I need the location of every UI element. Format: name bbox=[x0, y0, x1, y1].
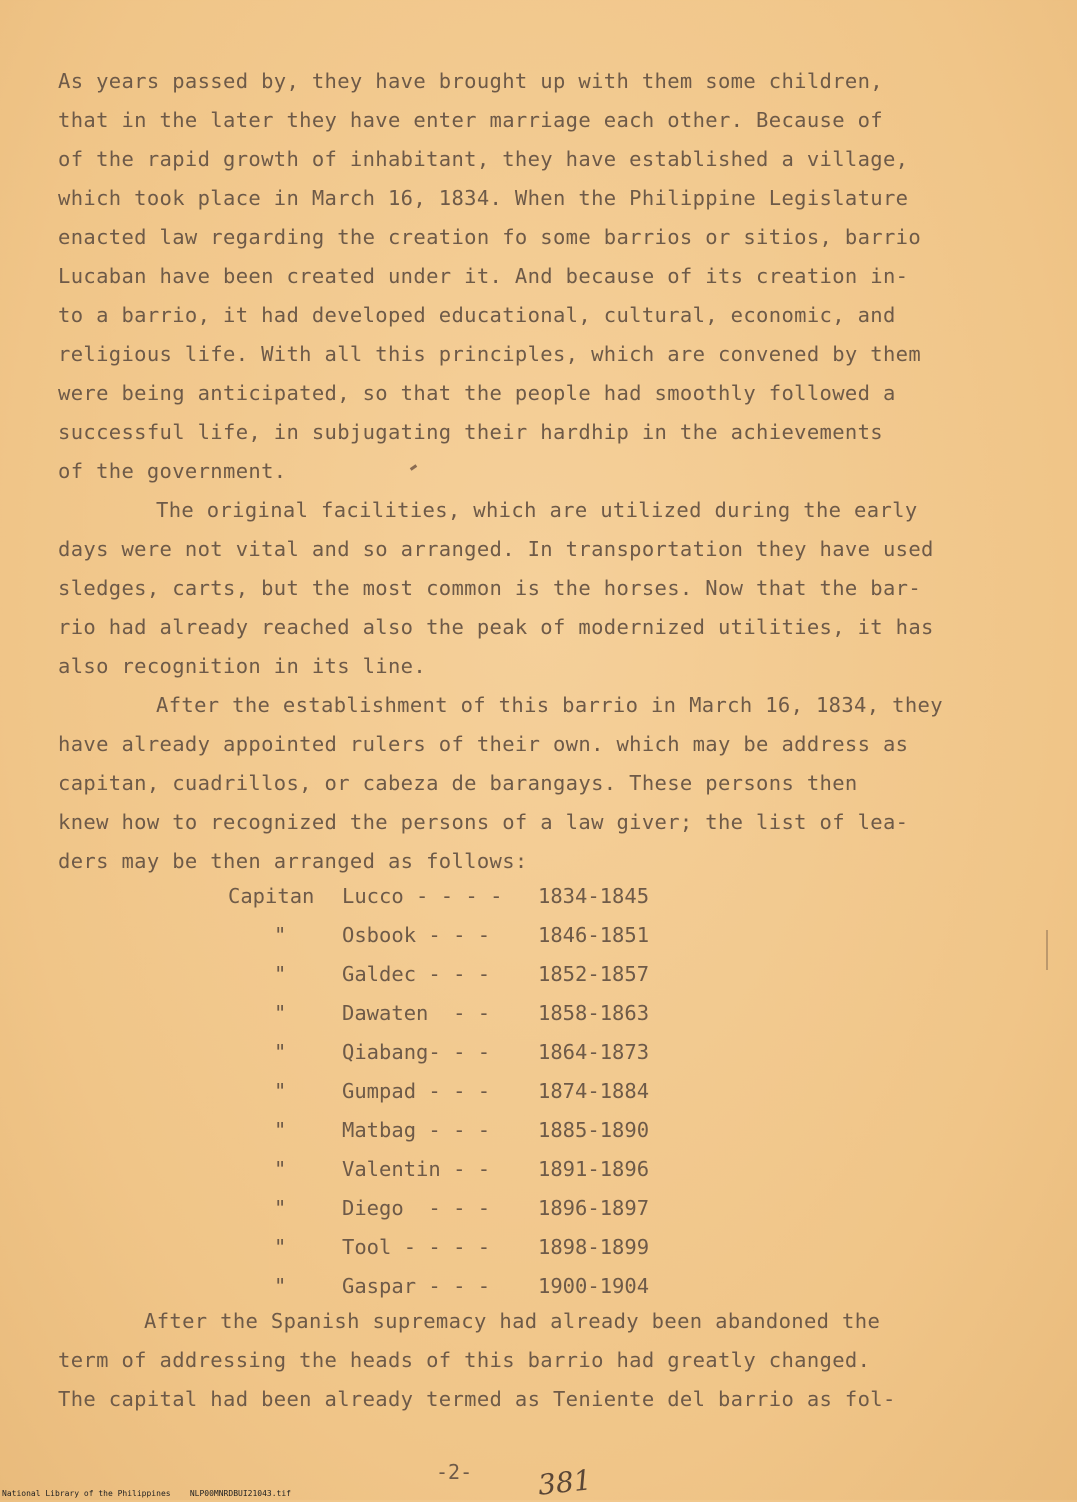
ruler-name: Gaspar - - - bbox=[342, 1274, 491, 1298]
ruler-years: 1891-1896 bbox=[538, 1157, 650, 1181]
body-line: of the government. bbox=[58, 459, 287, 483]
body-line: As years passed by, they have brought up with them some children, bbox=[58, 69, 883, 93]
body-line: were being anticipated, so that the people had smoothly followed a bbox=[58, 381, 896, 405]
body-line: have already appointed rulers of their own. which may be address as bbox=[58, 732, 909, 756]
body-line: also recognition in its line. bbox=[58, 654, 427, 678]
body-line: successful life, in subjugating their hardhip in the achievements bbox=[58, 420, 883, 444]
ditto-mark: " bbox=[274, 1235, 287, 1259]
ruler-name: Diego - - - bbox=[342, 1196, 491, 1220]
ruler-name: Gumpad - - - bbox=[342, 1079, 491, 1103]
ditto-mark: " bbox=[274, 1196, 287, 1220]
body-line: which took place in March 16, 1834. When the Philippine Legislature bbox=[58, 186, 909, 210]
ruler-name: Galdec - - - bbox=[342, 962, 491, 986]
ruler-years: 1852-1857 bbox=[538, 962, 650, 986]
ruler-years: 1864-1873 bbox=[538, 1040, 650, 1064]
body-line: days were not vital and so arranged. In transportation they have used bbox=[58, 537, 934, 561]
ruler-name: Qiabang- - - bbox=[342, 1040, 491, 1064]
ruler-years: 1896-1897 bbox=[538, 1196, 650, 1220]
body-line: of the rapid growth of inhabitant, they have established a village, bbox=[58, 147, 909, 171]
body-line: After the establishment of this barrio in March 16, 1834, they bbox=[156, 693, 943, 717]
ruler-name: Valentin - - bbox=[342, 1157, 491, 1181]
ruler-years: 1900-1904 bbox=[538, 1274, 650, 1298]
body-line: knew how to recognized the persons of a law giver; the list of lea- bbox=[58, 810, 909, 834]
ruler-years: 1846-1851 bbox=[538, 923, 650, 947]
ditto-mark: " bbox=[274, 923, 287, 947]
ditto-mark: " bbox=[274, 1118, 287, 1142]
body-line: rio had already reached also the peak of modernized utilities, it has bbox=[58, 615, 934, 639]
body-line: The capital had been already termed as Teniente del barrio as fol- bbox=[58, 1387, 896, 1411]
ditto-mark: " bbox=[274, 962, 287, 986]
ruler-name: Osbook - - - bbox=[342, 923, 491, 947]
ruler-years: 1885-1890 bbox=[538, 1118, 650, 1142]
ditto-mark: " bbox=[274, 1157, 287, 1181]
body-line: The original facilities, which are utilized during the early bbox=[156, 498, 918, 522]
ruler-title: Capitan bbox=[228, 884, 315, 908]
page-number: -2- bbox=[436, 1460, 473, 1484]
body-line: capitan, cuadrillos, or cabeza de barangays. These persons then bbox=[58, 771, 858, 795]
ditto-mark: " bbox=[274, 1040, 287, 1064]
pen-mark bbox=[410, 464, 417, 470]
body-line: that in the later they have enter marriage each other. Because of bbox=[58, 108, 883, 132]
ditto-mark: " bbox=[274, 1079, 287, 1103]
ditto-mark: " bbox=[274, 1001, 287, 1025]
handwritten-page-number: 381 bbox=[536, 1463, 594, 1502]
body-line: Lucaban have been created under it. And because of its creation in- bbox=[58, 264, 909, 288]
ditto-mark: " bbox=[274, 1274, 287, 1298]
body-line: sledges, carts, but the most common is the horses. Now that the bar- bbox=[58, 576, 922, 600]
ruler-years: 1834-1845 bbox=[538, 884, 650, 908]
archive-footer: National Library of the Philippines NLP00MNRDBUI21043.tif bbox=[2, 1489, 291, 1498]
paper-crease bbox=[1046, 930, 1048, 970]
ruler-name: Dawaten - - bbox=[342, 1001, 491, 1025]
body-line: ders may be then arranged as follows: bbox=[58, 849, 528, 873]
ruler-name: Lucco - - - - bbox=[342, 884, 503, 908]
ruler-name: Tool - - - - bbox=[342, 1235, 491, 1259]
body-line: term of addressing the heads of this barrio had greatly changed. bbox=[58, 1348, 871, 1372]
body-line: religious life. With all this principles, which are convened by them bbox=[58, 342, 922, 366]
body-line: to a barrio, it had developed educational, cultural, economic, and bbox=[58, 303, 896, 327]
body-line: enacted law regarding the creation fo some barrios or sitios, barrio bbox=[58, 225, 922, 249]
ruler-name: Matbag - - - bbox=[342, 1118, 491, 1142]
ruler-years: 1874-1884 bbox=[538, 1079, 650, 1103]
ruler-years: 1858-1863 bbox=[538, 1001, 650, 1025]
ruler-years: 1898-1899 bbox=[538, 1235, 650, 1259]
body-line: After the Spanish supremacy had already been abandoned the bbox=[144, 1309, 881, 1333]
